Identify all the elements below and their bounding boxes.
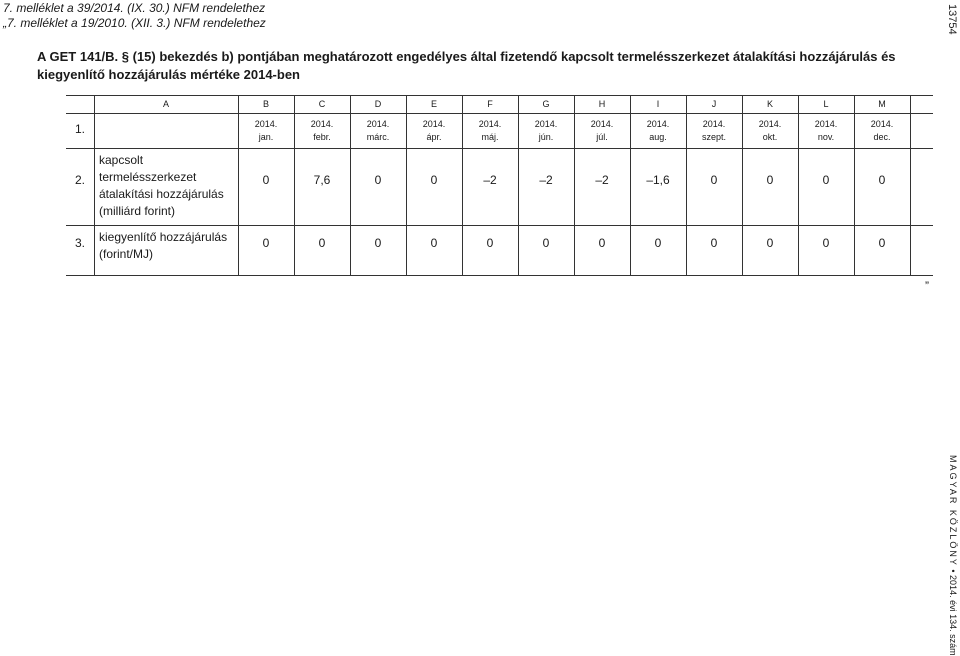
row-label-line: kapcsolt termelésszerkezet: [99, 153, 197, 184]
row-number: 1.: [74, 122, 85, 136]
column-letter: I: [656, 99, 660, 109]
table-cell: 0: [262, 173, 270, 187]
column-letter: G: [542, 99, 550, 109]
table-cell: 0: [878, 236, 886, 250]
table-cell: 0: [878, 173, 886, 187]
column-letter: E: [430, 99, 437, 109]
month-year: 2014.: [758, 119, 782, 129]
month-header: [518, 118, 574, 144]
table-cell: 0: [822, 236, 830, 250]
month-header: [294, 118, 350, 144]
table-cell: 0: [710, 236, 718, 250]
table-cell: 0: [766, 173, 774, 187]
month-year: 2014.: [590, 119, 614, 129]
column-letter: B: [262, 99, 269, 109]
month-name: máj.: [481, 132, 499, 142]
month-name: febr.: [313, 132, 331, 142]
row-number: 3.: [74, 236, 85, 250]
page-title: A GET 141/B. § (15) bekezdés b) pontjában meghatározott engedélyes által fizetendő kapcsolt termelésszerkezet átalakítási hozzájárulás és kiegyenlítő hozzájárulás mértéke 2014-ben: [37, 49, 896, 82]
col-divider: [910, 96, 911, 275]
row-label-chp-contribution: [99, 152, 239, 220]
month-year: 2014.: [814, 119, 838, 129]
column-letter: J: [711, 99, 717, 109]
table-cell: 0: [654, 236, 662, 250]
month-header: [574, 118, 630, 144]
month-header: [406, 118, 462, 144]
month-year: 2014.: [366, 119, 390, 129]
column-letter: F: [487, 99, 493, 109]
month-year: 2014.: [422, 119, 446, 129]
table-cell: 0: [430, 236, 438, 250]
table-cell: –2: [483, 173, 497, 187]
column-letter: M: [878, 99, 886, 109]
month-year: 2014.: [478, 119, 502, 129]
header-divider: [66, 113, 933, 114]
row-number: 2.: [74, 173, 85, 187]
month-name: szept.: [701, 132, 726, 142]
row-label-balancing-contribution: [99, 229, 239, 263]
column-letter: H: [598, 99, 606, 109]
col-divider: [94, 96, 95, 275]
column-letter: K: [766, 99, 773, 109]
column-letter: L: [823, 99, 829, 109]
column-letter: D: [374, 99, 382, 109]
row-label-line: átalakítási hozzájárulás: [99, 187, 224, 201]
footer-separator: •: [948, 569, 958, 573]
month-year: 2014.: [310, 119, 334, 129]
row-divider-1: [66, 148, 933, 149]
table-cell: 0: [486, 236, 494, 250]
column-letter: C: [318, 99, 326, 109]
month-name: okt.: [762, 132, 778, 142]
month-header: [350, 118, 406, 144]
month-header: [238, 118, 294, 144]
month-year: 2014.: [702, 119, 726, 129]
month-name: dec.: [873, 132, 891, 142]
month-name: jún.: [538, 132, 554, 142]
month-name: ápr.: [426, 132, 442, 142]
row-divider-2: [66, 225, 933, 226]
table-cell: 7,6: [313, 173, 331, 187]
month-year: 2014.: [646, 119, 670, 129]
issue-label: 2014. évi 134. szám: [948, 575, 958, 656]
month-header: [686, 118, 742, 144]
month-name: aug.: [649, 132, 667, 142]
table-cell: 0: [710, 173, 718, 187]
side-footer: [942, 455, 958, 656]
month-header: [742, 118, 798, 144]
table-cell: –2: [595, 173, 609, 187]
page-number: 13754: [946, 4, 958, 35]
month-header: [462, 118, 518, 144]
month-name: jan.: [258, 132, 274, 142]
publication-name: MAGYAR KÖZLÖNY: [948, 455, 958, 567]
table-cell: 0: [262, 236, 270, 250]
row-label-line: kiegyenlítő hozzájárulás: [99, 230, 228, 244]
header-line-2: „7. melléklet a 19/2010. (XII. 3.) NFM rendelethez: [3, 16, 266, 30]
table-cell: 0: [374, 236, 382, 250]
table-cell: 0: [318, 236, 326, 250]
month-year: 2014.: [870, 119, 894, 129]
month-header: [854, 118, 910, 144]
table-cell: 0: [374, 173, 382, 187]
month-year: 2014.: [254, 119, 278, 129]
month-year: 2014.: [534, 119, 558, 129]
table-cell: –1,6: [646, 173, 670, 187]
month-header: [798, 118, 854, 144]
month-header: [630, 118, 686, 144]
data-table: [66, 95, 933, 276]
column-letter: A: [162, 99, 169, 109]
closing-quote: ”: [925, 279, 929, 293]
header-line-1: 7. melléklet a 39/2014. (IX. 30.) NFM rendelethez: [3, 1, 266, 15]
row-label-line: (forint/MJ): [99, 247, 153, 261]
month-name: nov.: [817, 132, 835, 142]
table-cell: 0: [598, 236, 606, 250]
table-cell: –2: [539, 173, 553, 187]
table-cell: 0: [542, 236, 550, 250]
table-cell: 0: [766, 236, 774, 250]
month-name: júl.: [596, 132, 608, 142]
table-cell: 0: [822, 173, 830, 187]
row-label-line: (milliárd forint): [99, 204, 176, 218]
table-cell: 0: [430, 173, 438, 187]
month-name: márc.: [366, 132, 390, 142]
